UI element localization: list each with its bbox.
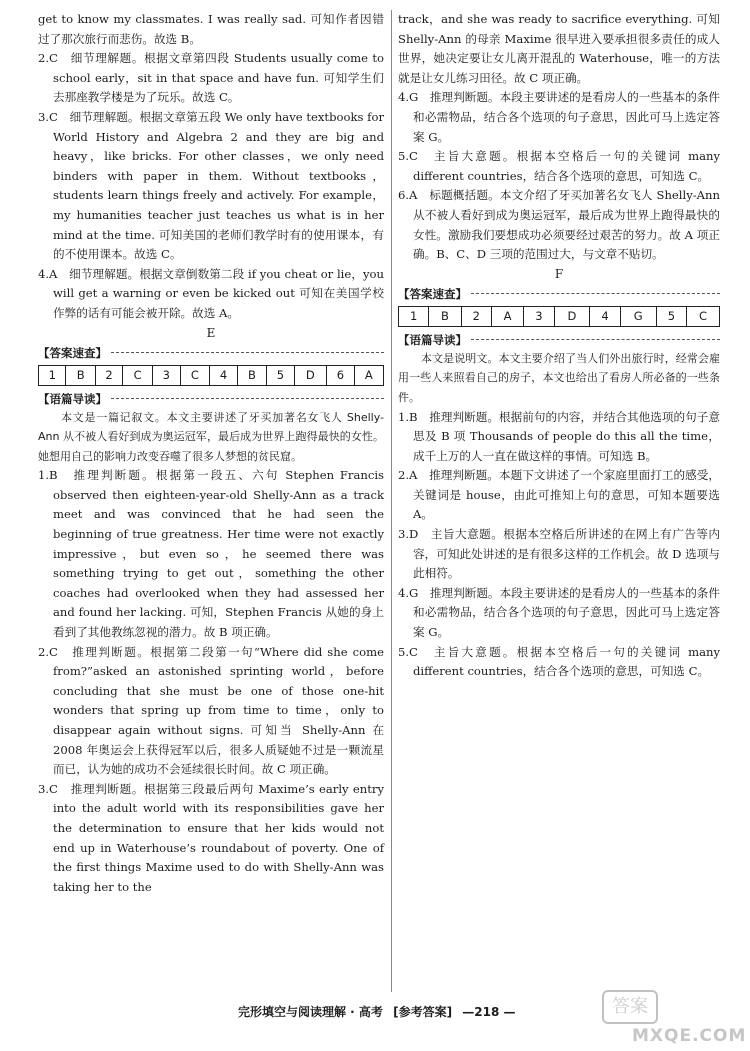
section-letter: F [554, 266, 564, 281]
answer-explanation: 2.C 推理判断题。根据第二段第一句“Where did she come from?”asked an astonished sprinting world，before concluding that she must be one of those one-hit wonders that spring up from time to time，only to disappear again without signs. 可知当 Shelly-Ann 在 2008 年奥运会上获得冠军以后，很多人质疑她不过是一颗流星而已，认为她的成功不会延续很长时间。故 C 项正确。 [38, 644, 384, 777]
answer-explanation: 4.G 推理判断题。本段主要讲述的是看房人的一些基本的条件和必需物品，结合各个选项的句子意思，因此可马上选定答案 G。 [398, 585, 720, 640]
answer-key-header [38, 344, 384, 362]
answer-cell: C [123, 365, 153, 385]
passage-guide: 本文是一篇记叙文。本文主要讲述了牙买加著名女飞人 Shelly-Ann 从不被人看好到成为奥运冠军，最后成为世界上跑得最快的女性。她想用自己的影响力改变吞噬了很多人梦想的贫民窟。 [38, 410, 384, 463]
answer-explanation: 2.A 推理判断题。本题下文讲述了一个家庭里面打工的感受，关键词是 house，由此可推知上句的意思，可知本题要选 A。 [398, 468, 720, 522]
answer-cell: C [180, 365, 210, 385]
guide-header [398, 331, 720, 349]
answer-cell: G [620, 306, 656, 326]
answer-explanation: 3.D 主旨大意题。根据本空格后所讲述的在网上有广告等内容，可知此处讲述的是有很多这样的工作机会。故 D 选项与此相符。 [398, 527, 720, 581]
dashed-divider [471, 293, 720, 294]
answer-cell: 1 [399, 306, 429, 326]
answer-cell: A [491, 306, 523, 326]
answer-cell: D [554, 306, 590, 326]
answer-key-table [398, 306, 720, 327]
answer-cell: 3 [153, 365, 180, 385]
answer-key-label: 【答案速查】 [38, 345, 107, 360]
answer-explanation: 4.G 推理判断题。本段主要讲述的是看房人的一些基本的条件和必需物品，结合各个选项的句子意思，因此可马上选定答案 G。 [398, 90, 720, 144]
answer-cell: 1 [39, 365, 66, 385]
guide-label: 【语篇导读】 [398, 332, 467, 347]
answer-explanation: 3.C 推理判断题。根据第三段最后两句 Maxime’s early entry into the adult world with its responsibilities gave her the determination to ensure that her kids would not end up in Waterhouse’s roundabout of poverty. One of the first things Maxime used to do with Shelly-Ann was taking her to the [38, 781, 384, 894]
answer-explanation: 1.B 推理判断题。根据第一段五、六句 Stephen Francis observed then eighteen-year-old Shelly-Ann as a track meet and was convinced that he had seen the beginning of true greatness. Her time were not exactly impressive，but even so，he seemed there was something trying to get out，something the other coaches had overlooked when they had assessed her and found her lacking. 可知，Stephen Francis 从她的身上看到了其他教练忽视的潜力。故 B 项正确。 [38, 468, 384, 640]
answer-key-label: 【答案速查】 [398, 286, 467, 301]
page-footer [238, 1003, 522, 1020]
answer-cell: 6 [327, 365, 354, 385]
answer-cell: C [687, 306, 720, 326]
answer-explanation: 1.B 推理判断题。根据前句的内容，并结合其他选项的句子意思及 B 项 Thousands of people do this all the time，成千上万的人一直在做这样的事情。可知选 B。 [398, 409, 720, 463]
answer-cell: 4 [210, 365, 237, 385]
answer-cell: B [237, 365, 266, 385]
answer-explanation: 4.A 细节理解题。根据文章倒数第二段 if you cheat or lie，you will get a warning or even be kicked out 可知在美国学校作弊的话有可能会被开除。故选 A。 [38, 266, 384, 320]
left-column [38, 10, 384, 897]
paragraph: track，and she was ready to sacrifice everything. 可知 Shelly-Ann 的母亲 Maxime 很早进入要承担很多责任的成人世界，她决定要让女儿离开混乱的 Waterhouse，唯一的方法就是让女儿练习田径。故 C 项正确。 [398, 12, 720, 85]
answer-explanation: 3.C 细节理解题。根据文章第五段 We only have textbooks for World History and Algebra 2 and they are big and heavy，like bricks. For other classes，we only need binders with paper in them. Without textbooks，students learn things freely and actively. For example，my humanities teacher just teaches us what is in her mind at the time. 可知美国的老师们教学时有的使用课本，有的不使用课本。故选 C。 [38, 109, 384, 262]
column-divider [391, 10, 392, 992]
answer-cell: 2 [95, 365, 122, 385]
answer-key-header [398, 285, 720, 303]
answer-cell: 3 [524, 306, 554, 326]
answer-explanation: 6.A 标题概括题。本文介绍了牙买加著名女飞人 Shelly-Ann 从不被人看好到成为奥运冠军，最后成为世界上跑得最快的女性。激励我们要想成功必须要经过艰苦的努力。故 A 项正确。B、C、D 三项的范围过大，与文章不贴切。 [398, 188, 720, 262]
section-letter: E [206, 325, 216, 340]
answer-explanation: 2.C 细节理解题。根据文章第四段 Students usually come to school early，sit in that space and have fun. 可知学生们去那座教学楼是为了玩乐。故选 C。 [38, 51, 384, 105]
answer-cell: 2 [461, 306, 491, 326]
dashed-divider [111, 352, 384, 353]
answer-cell: B [66, 365, 95, 385]
answer-cell: B [429, 306, 461, 326]
page-number: —218 — [462, 1005, 516, 1019]
passage-guide: 本文是说明文。本文主要介绍了当人们外出旅行时，经常会雇用一些人来照看自己的房子，本文也给出了看房人所必备的一些条件。 [398, 351, 720, 404]
answer-explanation: 5.C 主旨大意题。根据本空格后一句的关键词 many different countries，结合各个选项的意思，可知选 C。 [398, 149, 720, 183]
guide-header [38, 390, 384, 408]
dashed-divider [471, 339, 720, 340]
answer-cell: A [354, 365, 383, 385]
guide-label: 【语篇导读】 [38, 391, 107, 406]
book-title: 完形填空与阅读理解 · 高考 [238, 1005, 383, 1019]
answer-cell: D [294, 365, 327, 385]
answer-cell: 4 [590, 306, 620, 326]
answer-tag: [参考答案] [393, 1005, 453, 1019]
watermark-site: MXQE.COM [632, 1026, 747, 1046]
answer-cell: 5 [656, 306, 686, 326]
paragraph: get to know my classmates. I was really sad. 可知作者因错过了那次旅行而悲伤。故选 B。 [38, 12, 384, 46]
dashed-divider [111, 398, 384, 399]
answer-cell: 5 [267, 365, 294, 385]
watermark-logo-icon: 答案 [602, 990, 658, 1024]
right-column [398, 10, 720, 682]
answer-key-table [38, 365, 384, 386]
answer-explanation: 5.C 主旨大意题。根据本空格后一句的关键词 many different countries，结合各个选项的意思，可知选 C。 [398, 644, 720, 679]
